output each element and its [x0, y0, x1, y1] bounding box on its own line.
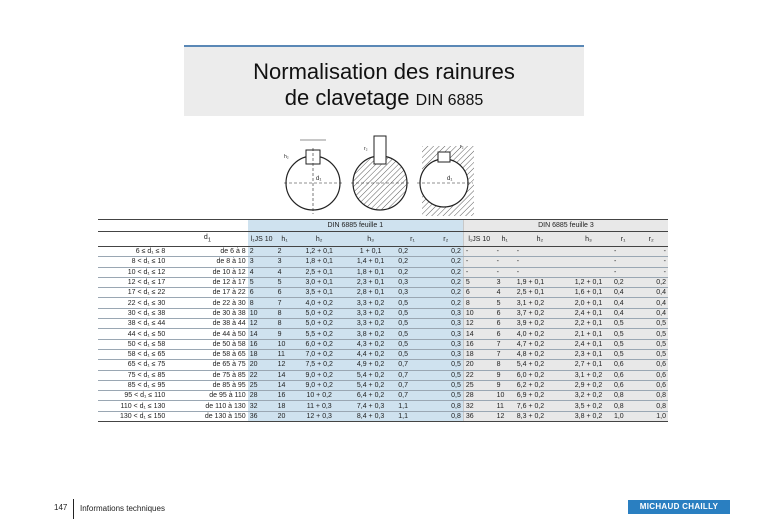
page-number: 147: [54, 503, 68, 512]
cell-h2-sheet1: 4,0 + 0,2: [294, 298, 345, 308]
cell-diameter-range: 110 < d₁ ≤ 130: [98, 401, 167, 411]
cell-r1-sheet1: 0,5: [396, 308, 428, 318]
cell-h3-sheet1: 2,3 + 0,1: [345, 277, 396, 287]
group-header-row: [98, 220, 668, 232]
cell-h1-sheet3: -: [495, 257, 515, 267]
cell-h2-sheet1: 9,0 + 0,2: [294, 380, 345, 390]
cell-h2-sheet3: 4,0 + 0,2: [515, 329, 565, 339]
cell-r1-sheet3: 0,8: [612, 391, 634, 401]
cell-r2-sheet3: 0,5: [634, 349, 668, 359]
col-h1-sheet1: h₁: [276, 232, 294, 247]
svg-text:r₂: r₂: [460, 144, 464, 150]
cell-r2-sheet1: 0,5: [429, 370, 464, 380]
cell-h2-sheet3: 8,3 + 0,2: [515, 411, 565, 421]
cell-r2-sheet1: 0,2: [429, 267, 464, 277]
cell-l1-sheet3: 16: [463, 339, 494, 349]
cell-r2-sheet1: 0,5: [429, 380, 464, 390]
cell-h1-sheet3: 6: [495, 319, 515, 329]
cell-diameter-range: 17 < d₁ ≤ 22: [98, 288, 167, 298]
cell-diameter-text: de 110 à 130: [167, 401, 247, 411]
cell-h3-sheet1: 4,3 + 0,2: [345, 339, 396, 349]
cell-h2-sheet1: 7,5 + 0,2: [294, 360, 345, 370]
cell-l1-sheet3: -: [463, 257, 494, 267]
footer-divider: [73, 499, 74, 519]
cell-diameter-text: de 85 à 95: [167, 380, 247, 390]
cell-r1-sheet3: 0,6: [612, 380, 634, 390]
cell-h3-sheet3: 2,7 + 0,1: [565, 360, 612, 370]
cell-l1-sheet1: 4: [248, 267, 276, 277]
col-r2-sheet3: r₂: [634, 232, 668, 247]
cell-h3-sheet3: 2,1 + 0,1: [565, 329, 612, 339]
table-row: [98, 288, 668, 298]
table-row: [98, 267, 668, 277]
cell-diameter-range: 44 < d₁ ≤ 50: [98, 329, 167, 339]
cell-r2-sheet3: -: [634, 247, 668, 257]
table-row: [98, 401, 668, 411]
cell-h2-sheet3: 3,1 + 0,2: [515, 298, 565, 308]
title-line-2-text: de clavetage: [284, 85, 410, 110]
cell-l1-sheet3: 22: [463, 370, 494, 380]
cell-l1-sheet3: 18: [463, 349, 494, 359]
cell-r2-sheet3: 0,6: [634, 380, 668, 390]
cell-h3-sheet1: 3,3 + 0,2: [345, 298, 396, 308]
cell-h1-sheet3: -: [495, 247, 515, 257]
cell-r2-sheet3: 0,4: [634, 298, 668, 308]
cell-diameter-text: de 50 à 58: [167, 339, 247, 349]
cell-h1-sheet1: 9: [276, 329, 294, 339]
group-sheet-1: DIN 6885 feuille 1: [248, 220, 464, 232]
cell-h3-sheet1: 1,8 + 0,1: [345, 267, 396, 277]
keyway-shaft-diagram-icon: [284, 140, 342, 214]
cell-h2-sheet3: 3,9 + 0,2: [515, 319, 565, 329]
cell-r1-sheet3: 0,4: [612, 288, 634, 298]
cell-h1-sheet1: 16: [276, 391, 294, 401]
cell-l1-sheet1: 14: [248, 329, 276, 339]
keyway-hub-diagram-icon: [417, 144, 474, 216]
cell-h1-sheet1: 5: [276, 277, 294, 287]
cell-r1-sheet3: -: [612, 257, 634, 267]
cell-r1-sheet1: 0,5: [396, 319, 428, 329]
cell-r2-sheet1: 0,2: [429, 277, 464, 287]
cell-r1-sheet3: 0,2: [612, 277, 634, 287]
cell-r1-sheet3: 0,5: [612, 349, 634, 359]
cell-r2-sheet1: 0,2: [429, 288, 464, 298]
cell-l1-sheet1: 3: [248, 257, 276, 267]
cell-diameter-range: 12 < d₁ ≤ 17: [98, 277, 167, 287]
col-l1-sheet3: l₁JS 10: [463, 232, 494, 247]
cell-r2-sheet3: 0,8: [634, 391, 668, 401]
cell-h1-sheet1: 4: [276, 267, 294, 277]
cell-h3-sheet3: 2,3 + 0,1: [565, 349, 612, 359]
cell-h3-sheet1: 2,8 + 0,1: [345, 288, 396, 298]
cell-h3-sheet3: 2,4 + 0,1: [565, 339, 612, 349]
cell-h1-sheet1: 11: [276, 349, 294, 359]
cell-r2-sheet3: 0,5: [634, 329, 668, 339]
cell-r2-sheet3: -: [634, 267, 668, 277]
cell-h2-sheet3: 4,8 + 0,2: [515, 349, 565, 359]
cell-l1-sheet1: 16: [248, 339, 276, 349]
cell-h2-sheet1: 1,2 + 0,1: [294, 247, 345, 257]
cell-h2-sheet3: 6,9 + 0,2: [515, 391, 565, 401]
cell-h1-sheet3: -: [495, 267, 515, 277]
cell-r1-sheet3: 0,5: [612, 329, 634, 339]
cell-r1-sheet1: 0,7: [396, 370, 428, 380]
cell-r1-sheet1: 1,1: [396, 411, 428, 421]
cell-r1-sheet3: 0,5: [612, 339, 634, 349]
cell-r2-sheet3: 0,5: [634, 319, 668, 329]
cell-diameter-range: 38 < d₁ ≤ 44: [98, 319, 167, 329]
table-row: [98, 308, 668, 318]
table-row: [98, 247, 668, 257]
cell-l1-sheet3: 10: [463, 308, 494, 318]
cell-l1-sheet1: 20: [248, 360, 276, 370]
table-row: [98, 298, 668, 308]
cell-diameter-text: de 22 à 30: [167, 298, 247, 308]
cell-h2-sheet3: -: [515, 257, 565, 267]
cell-diameter-text: de 75 à 85: [167, 370, 247, 380]
cell-l1-sheet1: 28: [248, 391, 276, 401]
cell-r2-sheet1: 0,8: [429, 411, 464, 421]
cell-h1-sheet1: 14: [276, 370, 294, 380]
cell-l1-sheet1: 18: [248, 349, 276, 359]
cell-diameter-range: 58 < d₁ ≤ 65: [98, 349, 167, 359]
cell-r1-sheet1: 0,7: [396, 391, 428, 401]
cell-diameter-text: de 44 à 50: [167, 329, 247, 339]
cell-r1-sheet1: 0,5: [396, 298, 428, 308]
title-box: [184, 45, 584, 116]
cell-r2-sheet1: 0,8: [429, 401, 464, 411]
cell-diameter-text: de 58 à 65: [167, 349, 247, 359]
cell-h2-sheet3: 3,7 + 0,2: [515, 308, 565, 318]
cell-l1-sheet3: 20: [463, 360, 494, 370]
cell-h2-sheet1: 6,0 + 0,2: [294, 339, 345, 349]
cell-h2-sheet1: 2,5 + 0,1: [294, 267, 345, 277]
cell-r2-sheet1: 0,2: [429, 247, 464, 257]
cell-r2-sheet1: 0,5: [429, 360, 464, 370]
cell-h2-sheet3: -: [515, 247, 565, 257]
cell-r2-sheet3: 0,6: [634, 360, 668, 370]
cell-l1-sheet1: 5: [248, 277, 276, 287]
cell-h2-sheet1: 3,5 + 0,1: [294, 288, 345, 298]
cell-diameter-text: de 6 à 8: [167, 247, 247, 257]
cell-r2-sheet3: 0,8: [634, 401, 668, 411]
cell-r2-sheet3: -: [634, 257, 668, 267]
cell-h2-sheet1: 1,8 + 0,1: [294, 257, 345, 267]
cell-r1-sheet1: 0,3: [396, 288, 428, 298]
cell-r1-sheet3: 0,4: [612, 298, 634, 308]
cell-l1-sheet1: 6: [248, 288, 276, 298]
table-row: [98, 380, 668, 390]
cell-h3-sheet3: [565, 257, 612, 267]
cell-h3-sheet1: 6,4 + 0,2: [345, 391, 396, 401]
cell-l1-sheet1: 25: [248, 380, 276, 390]
cell-h2-sheet1: 9,0 + 0,2: [294, 370, 345, 380]
cell-r2-sheet1: 0,3: [429, 349, 464, 359]
cell-h3-sheet3: 2,2 + 0,1: [565, 319, 612, 329]
cell-l1-sheet3: 12: [463, 319, 494, 329]
cell-h1-sheet1: 20: [276, 411, 294, 421]
cell-r2-sheet3: 0,6: [634, 370, 668, 380]
cell-h2-sheet3: 1,9 + 0,1: [515, 277, 565, 287]
col-r2-sheet1: r₂: [429, 232, 464, 247]
brand-logo: MICHAUD CHAILLY: [628, 500, 730, 514]
cell-h2-sheet3: -: [515, 267, 565, 277]
table-row: [98, 257, 668, 267]
cell-diameter-range: 8 < d₁ ≤ 10: [98, 257, 167, 267]
cell-r1-sheet3: -: [612, 267, 634, 277]
cell-diameter-range: 130 < d₁ ≤ 150: [98, 411, 167, 421]
cell-h2-sheet1: 5,5 + 0,2: [294, 329, 345, 339]
cell-h3-sheet1: 8,4 + 0,3: [345, 411, 396, 421]
cell-diameter-range: 95 < d₁ ≤ 110: [98, 391, 167, 401]
cell-h3-sheet3: [565, 267, 612, 277]
table-row: [98, 411, 668, 421]
cell-h1-sheet3: 5: [495, 298, 515, 308]
cell-h3-sheet3: 3,5 + 0,2: [565, 401, 612, 411]
cell-h1-sheet1: 8: [276, 319, 294, 329]
cell-h1-sheet3: 7: [495, 349, 515, 359]
cell-r2-sheet1: 0,3: [429, 319, 464, 329]
keyway-table-body: [98, 247, 668, 422]
cell-l1-sheet1: 2: [248, 247, 276, 257]
keyway-shaft-hatched-diagram-icon: [351, 136, 409, 210]
cell-l1-sheet1: 36: [248, 411, 276, 421]
cell-r1-sheet1: 0,2: [396, 247, 428, 257]
svg-text:d₁: d₁: [447, 176, 453, 182]
cell-h2-sheet3: 6,2 + 0,2: [515, 380, 565, 390]
cell-r2-sheet1: 0,5: [429, 391, 464, 401]
cell-l1-sheet1: 12: [248, 319, 276, 329]
cell-h3-sheet3: 3,1 + 0,2: [565, 370, 612, 380]
cell-r1-sheet1: 0,7: [396, 380, 428, 390]
cell-l1-sheet3: -: [463, 267, 494, 277]
group-sheet-3: DIN 6885 feuille 3: [463, 220, 668, 232]
column-header-row: [98, 232, 668, 247]
cell-l1-sheet1: 22: [248, 370, 276, 380]
cell-r1-sheet1: 1,1: [396, 401, 428, 411]
cell-r2-sheet3: 0,4: [634, 288, 668, 298]
cell-diameter-text: de 65 à 75: [167, 360, 247, 370]
cell-h3-sheet3: 1,6 + 0,1: [565, 288, 612, 298]
svg-text:r₂: r₂: [364, 146, 368, 152]
table-row: [98, 329, 668, 339]
cell-h1-sheet1: 7: [276, 298, 294, 308]
cell-l1-sheet3: 36: [463, 411, 494, 421]
cell-diameter-text: de 8 à 10: [167, 257, 247, 267]
cell-h2-sheet1: 7,0 + 0,2: [294, 349, 345, 359]
cell-h1-sheet1: 18: [276, 401, 294, 411]
cell-r1-sheet1: 0,2: [396, 257, 428, 267]
cell-r2-sheet3: 0,2: [634, 277, 668, 287]
cell-h2-sheet1: 12 + 0,3: [294, 411, 345, 421]
cell-r2-sheet1: 0,2: [429, 298, 464, 308]
cell-h3-sheet3: 1,2 + 0,1: [565, 277, 612, 287]
title-line-2: [184, 85, 584, 114]
cell-r1-sheet1: 0,5: [396, 349, 428, 359]
cell-h3-sheet3: 2,4 + 0,1: [565, 308, 612, 318]
col-h2-sheet3: h₂: [515, 232, 565, 247]
cell-r1-sheet3: 1,0: [612, 411, 634, 421]
cell-r1-sheet1: 0,3: [396, 277, 428, 287]
cell-h1-sheet1: 2: [276, 247, 294, 257]
keyway-table-wrapper: [98, 219, 668, 422]
table-row: [98, 339, 668, 349]
cell-r2-sheet1: 0,2: [429, 257, 464, 267]
cell-l1-sheet1: 32: [248, 401, 276, 411]
cell-h1-sheet1: 10: [276, 339, 294, 349]
cell-diameter-range: 65 < d₁ ≤ 75: [98, 360, 167, 370]
cell-l1-sheet3: 25: [463, 380, 494, 390]
footer-section: Informations techniques: [80, 504, 165, 513]
cell-r1-sheet1: 0,5: [396, 329, 428, 339]
table-row: [98, 360, 668, 370]
cell-l1-sheet3: 32: [463, 401, 494, 411]
cell-h1-sheet1: 12: [276, 360, 294, 370]
cell-l1-sheet3: 6: [463, 288, 494, 298]
cell-l1-sheet3: 14: [463, 329, 494, 339]
cell-h2-sheet1: 10 + 0,2: [294, 391, 345, 401]
keyway-table: [98, 219, 668, 422]
cell-h1-sheet3: 8: [495, 360, 515, 370]
cell-h2-sheet3: 6,0 + 0,2: [515, 370, 565, 380]
cell-h3-sheet1: 1 + 0,1: [345, 247, 396, 257]
col-h3-sheet3: h₃: [565, 232, 612, 247]
col-h1-sheet3: h₁: [495, 232, 515, 247]
cell-h3-sheet3: 2,0 + 0,1: [565, 298, 612, 308]
cell-r1-sheet3: 0,8: [612, 401, 634, 411]
cell-l1-sheet3: 8: [463, 298, 494, 308]
cell-h1-sheet3: 4: [495, 288, 515, 298]
table-row: [98, 319, 668, 329]
cell-diameter-text: de 130 à 150: [167, 411, 247, 421]
col-r1-sheet3: r₁: [612, 232, 634, 247]
svg-text:d₁: d₁: [316, 176, 322, 182]
cell-r2-sheet1: 0,3: [429, 339, 464, 349]
cell-diameter-text: de 12 à 17: [167, 277, 247, 287]
cell-diameter-range: 85 < d₁ ≤ 95: [98, 380, 167, 390]
cell-h2-sheet1: 11 + 0,3: [294, 401, 345, 411]
cell-h3-sheet1: 3,3 + 0,2: [345, 308, 396, 318]
cell-l1-sheet3: 28: [463, 391, 494, 401]
cell-r1-sheet1: 0,7: [396, 360, 428, 370]
cell-h1-sheet1: 3: [276, 257, 294, 267]
cell-r1-sheet3: 0,4: [612, 308, 634, 318]
cell-l1-sheet3: 5: [463, 277, 494, 287]
cell-h1-sheet1: 6: [276, 288, 294, 298]
cell-diameter-text: de 10 à 12: [167, 267, 247, 277]
table-row: [98, 349, 668, 359]
cell-diameter-range: 50 < d₁ ≤ 58: [98, 339, 167, 349]
cell-diameter-text: de 17 à 22: [167, 288, 247, 298]
cell-diameter-range: 10 < d₁ ≤ 12: [98, 267, 167, 277]
cell-r2-sheet3: 0,4: [634, 308, 668, 318]
cell-r1-sheet1: 0,5: [396, 339, 428, 349]
cell-l1-sheet3: -: [463, 247, 494, 257]
col-r1-sheet1: r₁: [396, 232, 428, 247]
cell-h1-sheet1: 8: [276, 308, 294, 318]
cell-h3-sheet1: 3,3 + 0,2: [345, 319, 396, 329]
page-footer: [0, 497, 768, 521]
cell-r1-sheet3: 0,5: [612, 319, 634, 329]
cell-h2-sheet1: 5,0 + 0,2: [294, 319, 345, 329]
cell-h1-sheet3: 11: [495, 401, 515, 411]
cell-l1-sheet1: 8: [248, 298, 276, 308]
cell-h1-sheet1: 14: [276, 380, 294, 390]
cell-diameter-text: de 30 à 38: [167, 308, 247, 318]
svg-text:h₂: h₂: [284, 154, 289, 160]
cell-h2-sheet3: 2,5 + 0,1: [515, 288, 565, 298]
cell-h3-sheet3: [565, 247, 612, 257]
title-din: DIN 6885: [415, 92, 484, 109]
cell-h3-sheet1: 1,4 + 0,1: [345, 257, 396, 267]
cell-diameter-range: 6 ≤ d₁ ≤ 8: [98, 247, 167, 257]
col-d: $d_1$: [167, 232, 247, 247]
cell-h3-sheet1: 5,4 + 0,2: [345, 380, 396, 390]
cell-h3-sheet1: 4,9 + 0,2: [345, 360, 396, 370]
keyway-diagrams: [276, 128, 476, 218]
cell-diameter-text: de 95 à 110: [167, 391, 247, 401]
cell-h2-sheet3: 5,4 + 0,2: [515, 360, 565, 370]
cell-h1-sheet3: 12: [495, 411, 515, 421]
cell-h1-sheet3: 3: [495, 277, 515, 287]
cell-h1-sheet3: 10: [495, 391, 515, 401]
cell-h1-sheet3: 6: [495, 308, 515, 318]
cell-h3-sheet3: 2,9 + 0,2: [565, 380, 612, 390]
cell-h3-sheet3: 3,2 + 0,2: [565, 391, 612, 401]
cell-l1-sheet1: 10: [248, 308, 276, 318]
cell-h1-sheet3: 6: [495, 329, 515, 339]
cell-h1-sheet3: 9: [495, 370, 515, 380]
title-line-1: Normalisation des rainures: [253, 59, 515, 84]
cell-diameter-range: 22 < d₁ ≤ 30: [98, 298, 167, 308]
cell-h2-sheet1: 3,0 + 0,1: [294, 277, 345, 287]
table-row: [98, 277, 668, 287]
table-row: [98, 370, 668, 380]
cell-r2-sheet1: 0,3: [429, 329, 464, 339]
cell-diameter-range: 75 < d₁ ≤ 85: [98, 370, 167, 380]
cell-r2-sheet3: 0,5: [634, 339, 668, 349]
col-l1-sheet1: l₁JS 10: [248, 232, 276, 247]
col-h3-sheet1: h₃: [345, 232, 396, 247]
cell-diameter-range: 30 < d₁ ≤ 38: [98, 308, 167, 318]
cell-h3-sheet3: 3,8 + 0,2: [565, 411, 612, 421]
cell-r1-sheet3: 0,6: [612, 370, 634, 380]
cell-h2-sheet3: 4,7 + 0,2: [515, 339, 565, 349]
cell-h2-sheet1: 5,0 + 0,2: [294, 308, 345, 318]
cell-r1-sheet3: -: [612, 247, 634, 257]
col-h2-sheet1: h₂: [294, 232, 345, 247]
cell-r2-sheet1: 0,3: [429, 308, 464, 318]
cell-h3-sheet1: 3,8 + 0,2: [345, 329, 396, 339]
cell-r2-sheet3: 1,0: [634, 411, 668, 421]
cell-r1-sheet1: 0,2: [396, 267, 428, 277]
cell-h3-sheet1: 5,4 + 0,2: [345, 370, 396, 380]
cell-h1-sheet3: 9: [495, 380, 515, 390]
cell-h3-sheet1: 7,4 + 0,3: [345, 401, 396, 411]
table-row: [98, 391, 668, 401]
cell-h3-sheet1: 4,4 + 0,2: [345, 349, 396, 359]
cell-h2-sheet3: 7,6 + 0,2: [515, 401, 565, 411]
cell-r1-sheet3: 0,6: [612, 360, 634, 370]
cell-h1-sheet3: 7: [495, 339, 515, 349]
cell-diameter-text: de 38 à 44: [167, 319, 247, 329]
